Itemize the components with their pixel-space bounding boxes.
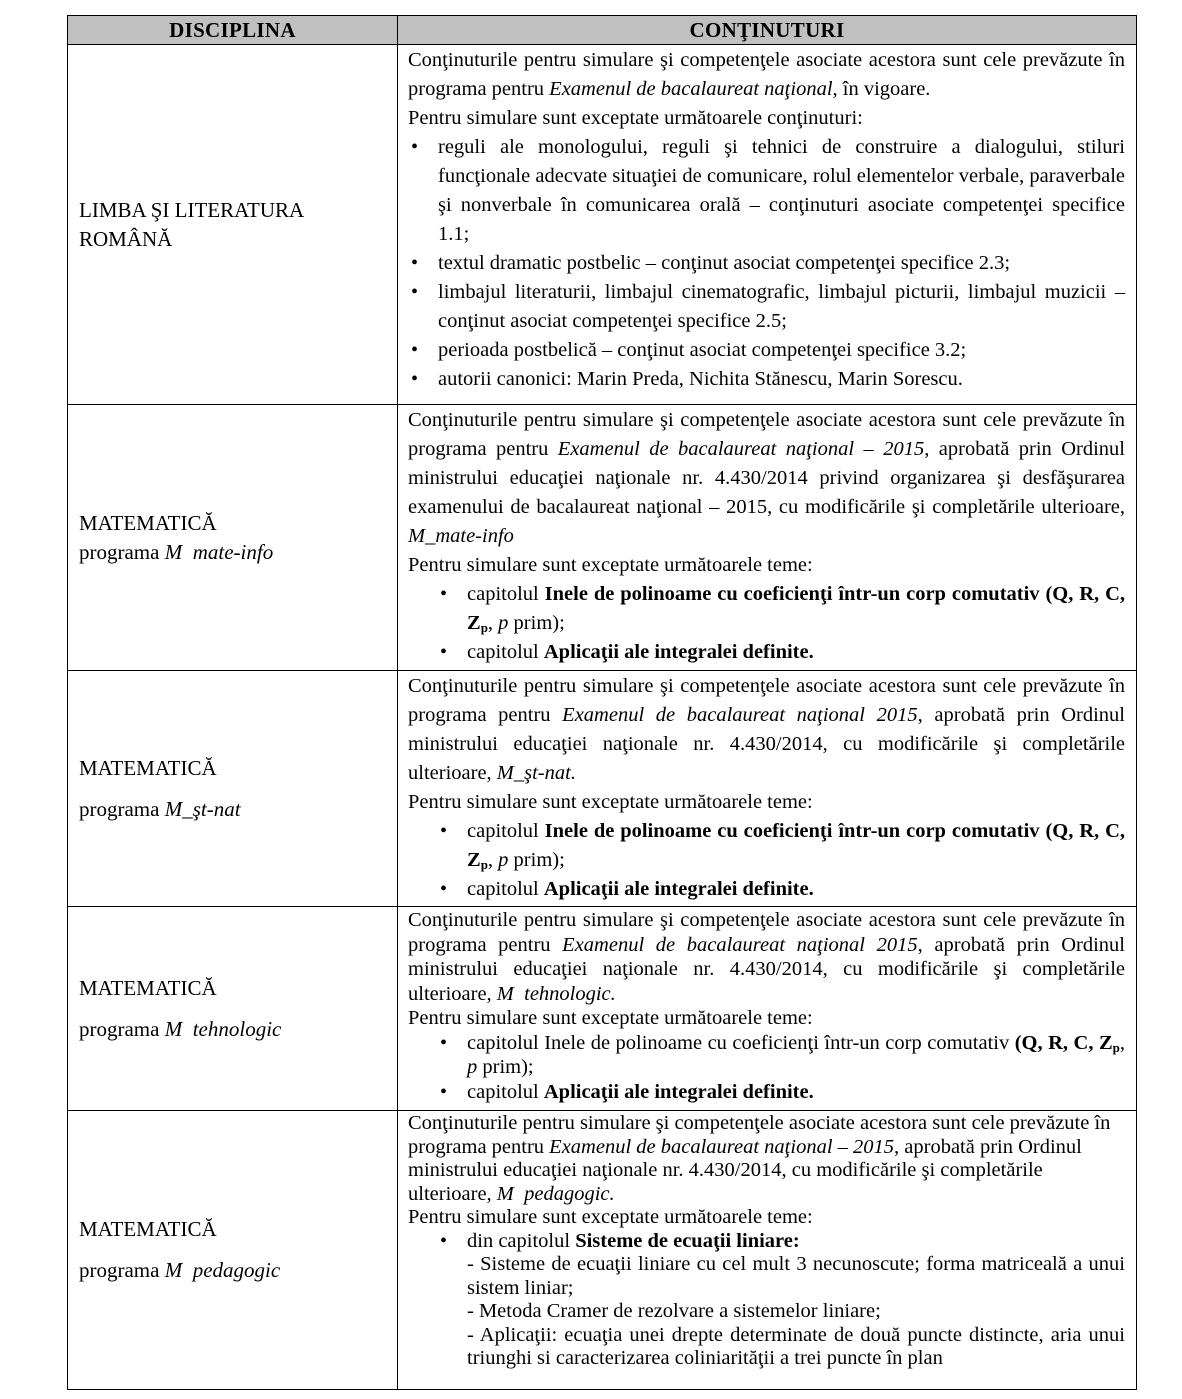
exceptions-lead: Pentru simulare sunt exceptate următoarele teme:: [408, 1206, 813, 1228]
list-item: • capitolul Aplicaţii ale integralei definite.: [408, 875, 1125, 904]
table-row: [68, 671, 1137, 907]
program-name: programa M tehnologic: [79, 1016, 282, 1041]
content-cell: [398, 405, 1137, 671]
exceptions-list: [408, 817, 1125, 904]
list-item: • capitolul Aplicaţii ale integralei definite.: [408, 1080, 1125, 1105]
table-row: [68, 405, 1137, 671]
header-disciplina: DISCIPLINA: [68, 16, 398, 45]
exceptions-lead: Pentru simulare sunt exceptate următoarele teme:: [408, 554, 813, 576]
content-cell: [398, 1111, 1137, 1390]
list-item: • capitolul Inele de polinoame cu coeficienţi într-un corp comutativ (Q, R, C, $Z_p$, p prim);: [408, 1031, 1125, 1080]
table-row: [68, 45, 1137, 405]
list-item: • capitolul Aplicaţii ale integralei definite.: [408, 638, 1125, 667]
exceptions-lead: Pentru simulare sunt exceptate următoarele conţinuturi:: [408, 107, 863, 129]
curriculum-table: [67, 15, 1137, 1390]
exceptions-list: [408, 1230, 1125, 1254]
content-intro: Conţinuturile pentru simulare şi competenţele asociate acestora sunt cele prevăzute în programa pentru Examenul de bacalaureat naţional 2015, aprobată prin Ordinul ministrului educaţiei naţionale nr. 4.430/2014, cu modificările şi completările ulterioare, M tehnologic.: [408, 909, 1125, 1005]
exceptions-list: [408, 1031, 1125, 1105]
content-cell: [398, 671, 1137, 907]
discipline-name: MATEMATICĂ: [79, 510, 217, 535]
list-item: • capitolul Inele de polinoame cu coeficienţi într-un corp comutativ (Q, R, C, $Z_p$, p prim);: [408, 817, 1125, 875]
exceptions-list: [408, 133, 1125, 394]
exceptions-lead: Pentru simulare sunt exceptate următoarele teme:: [408, 791, 813, 813]
sub-item: - Metoda Cramer de rezolvare a sistemelor liniare;: [467, 1300, 881, 1322]
table-row: [68, 1111, 1137, 1390]
content-cell: [398, 45, 1137, 405]
discipline-cell: [68, 45, 398, 405]
list-item: • autorii canonici: Marin Preda, Nichita Stănescu, Marin Sorescu.: [408, 365, 1125, 394]
list-item: • reguli ale monologului, reguli şi tehnici de construire a dialogului, stiluri funcţionale adecvate situaţiei de comunicare, rolul elementelor verbale, paraverbale şi nonverbale în comunicarea orală – conţinuturi asociate competenţei specifice 1.1;: [408, 133, 1125, 249]
discipline-name: LIMBA ŞI LITERATURA ROMÂNĂ: [79, 197, 304, 251]
header-continuturi: CONŢINUTURI: [398, 16, 1137, 45]
content-intro: Conţinuturile pentru simulare şi competenţele asociate acestora sunt cele prevăzute în programa pentru Examenul de bacalaureat naţional, în vigoare.: [408, 49, 1125, 100]
list-item: • limbajul literaturii, limbajul cinematografic, limbajul picturii, limbajul muzicii – conţinut asociat competenţei specifice 2.5;: [408, 278, 1125, 336]
discipline-cell: [68, 405, 398, 671]
discipline-cell: [68, 907, 398, 1111]
content-intro: Conţinuturile pentru simulare şi competenţele asociate acestora sunt cele prevăzute în programa pentru Examenul de bacalaureat naţional 2015, aprobată prin Ordinul ministrului educaţiei naţionale nr. 4.430/2014, cu modificările şi completările ulterioare, M_şt-nat.: [408, 675, 1125, 784]
list-item: • din capitolul Sisteme de ecuaţii liniare:: [408, 1230, 1125, 1254]
program-name: programa M mate-info: [79, 539, 274, 564]
discipline-name: MATEMATICĂ: [79, 975, 217, 1000]
list-item: • capitolul Inele de polinoame cu coeficienţi într-un corp comutativ (Q, R, C, $Z_p$, p prim);: [408, 580, 1125, 638]
exceptions-lead: Pentru simulare sunt exceptate următoarele teme:: [408, 1007, 813, 1029]
discipline-name: MATEMATICĂ: [79, 755, 217, 780]
sub-item: - Aplicaţii: ecuaţia unei drepte determinate de două puncte distincte, aria unui triunghi si caracterizarea coliniarităţii a trei puncte în plan: [467, 1323, 1125, 1369]
program-name: programa M pedagogic: [79, 1258, 281, 1282]
table-row: [68, 907, 1137, 1111]
list-item: • textul dramatic postbelic – conţinut asociat competenţei specifice 2.3;: [408, 249, 1125, 278]
program-name: programa M_şt-nat: [79, 796, 241, 821]
content-intro: Conţinuturile pentru simulare şi competenţele asociate acestora sunt cele prevăzute în programa pentru Examenul de bacalaureat naţional – 2015, aprobată prin Ordinul ministrului educaţiei naţionale nr. 4.430/2014, cu modificările şi completările ulterioare, M pedagogic.: [408, 1112, 1111, 1205]
discipline-cell: [68, 671, 398, 907]
discipline-cell: [68, 1111, 398, 1390]
discipline-name: MATEMATICĂ: [79, 1217, 217, 1241]
sub-item: - Sisteme de ecuaţii liniare cu cel mult 3 necunoscute; forma matriceală a unui sistem liniar;: [467, 1253, 1125, 1299]
table-header-row: [68, 16, 1137, 45]
list-item: • perioada postbelică – conţinut asociat competenţei specifice 3.2;: [408, 336, 1125, 365]
exceptions-list: [408, 580, 1125, 667]
content-cell: [398, 907, 1137, 1111]
content-intro: Conţinuturile pentru simulare şi competenţele asociate acestora sunt cele prevăzute în programa pentru Examenul de bacalaureat naţional – 2015, aprobată prin Ordinul ministrului educaţiei naţionale nr. 4.430/2014 privind organizarea şi desfăşurarea examenului de bacalaureat naţional – 2015, cu modificările şi completările ulterioare, M_mate-info: [408, 409, 1125, 547]
